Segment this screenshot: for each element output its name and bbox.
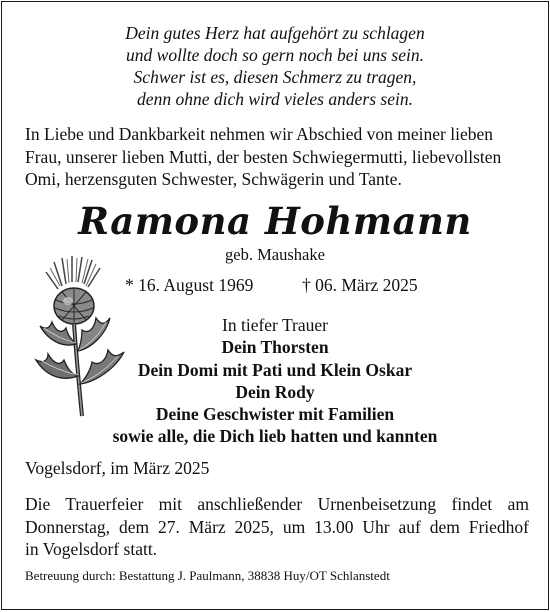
mourner-name: Dein Domi mit Pati und Klein Oskar bbox=[137, 359, 413, 380]
maiden-name: geb. Maushake bbox=[225, 245, 325, 264]
intro-line: Omi, herzensguten Schwester, Schwägerin und Tante. bbox=[25, 169, 402, 189]
poem bbox=[2, 22, 548, 110]
poem-line: Schwer ist es, diesen Schmerz zu tragen, bbox=[133, 67, 417, 87]
mourner-name: sowie alle, die Dich lieb hatten und kannten bbox=[112, 426, 438, 447]
service-line: Donnerstag, dem 27. März 2025, um 13.00 Uhr auf dem Friedhof bbox=[25, 516, 529, 537]
death-date: † 06. März 2025 bbox=[302, 275, 418, 295]
mourner-name: Dein Rody bbox=[235, 381, 315, 402]
mourner-name: Dein Thorsten bbox=[221, 337, 329, 358]
mourners-lead: In tiefer Trauer bbox=[222, 315, 328, 335]
intro-line: Frau, unserer lieben Mutti, der besten Schwiegermutti, liebevollsten bbox=[25, 146, 502, 167]
mourner-name: Deine Geschwister mit Familien bbox=[155, 404, 395, 425]
intro-line: In Liebe und Dankbarkeit nehmen wir Abschied von meiner lieben bbox=[25, 124, 493, 144]
poem-line: Dein gutes Herz hat aufgehört zu schlagen bbox=[125, 23, 425, 43]
birth-date: * 16. August 1969 bbox=[125, 275, 254, 295]
place-date: Vogelsdorf, im März 2025 bbox=[25, 458, 210, 478]
funeral-service-info bbox=[25, 493, 529, 561]
obituary-notice bbox=[1, 1, 549, 610]
deceased-name: Ramona Hohmann bbox=[78, 199, 472, 243]
poem-line: und wollte doch so gern noch bei uns sein. bbox=[126, 45, 424, 65]
service-line: Die Trauerfeier mit anschließender Urnenbeisetzung findet am bbox=[25, 494, 529, 514]
undertaker-credit: Betreuung durch: Bestattung J. Paulmann, 38838 Huy/OT Schlanstedt bbox=[25, 568, 390, 583]
intro-text bbox=[25, 123, 530, 191]
mourners-block bbox=[82, 314, 468, 448]
poem-line: denn ohne dich wird vieles anders sein. bbox=[137, 89, 413, 109]
service-line: in Vogelsdorf statt. bbox=[25, 539, 158, 559]
